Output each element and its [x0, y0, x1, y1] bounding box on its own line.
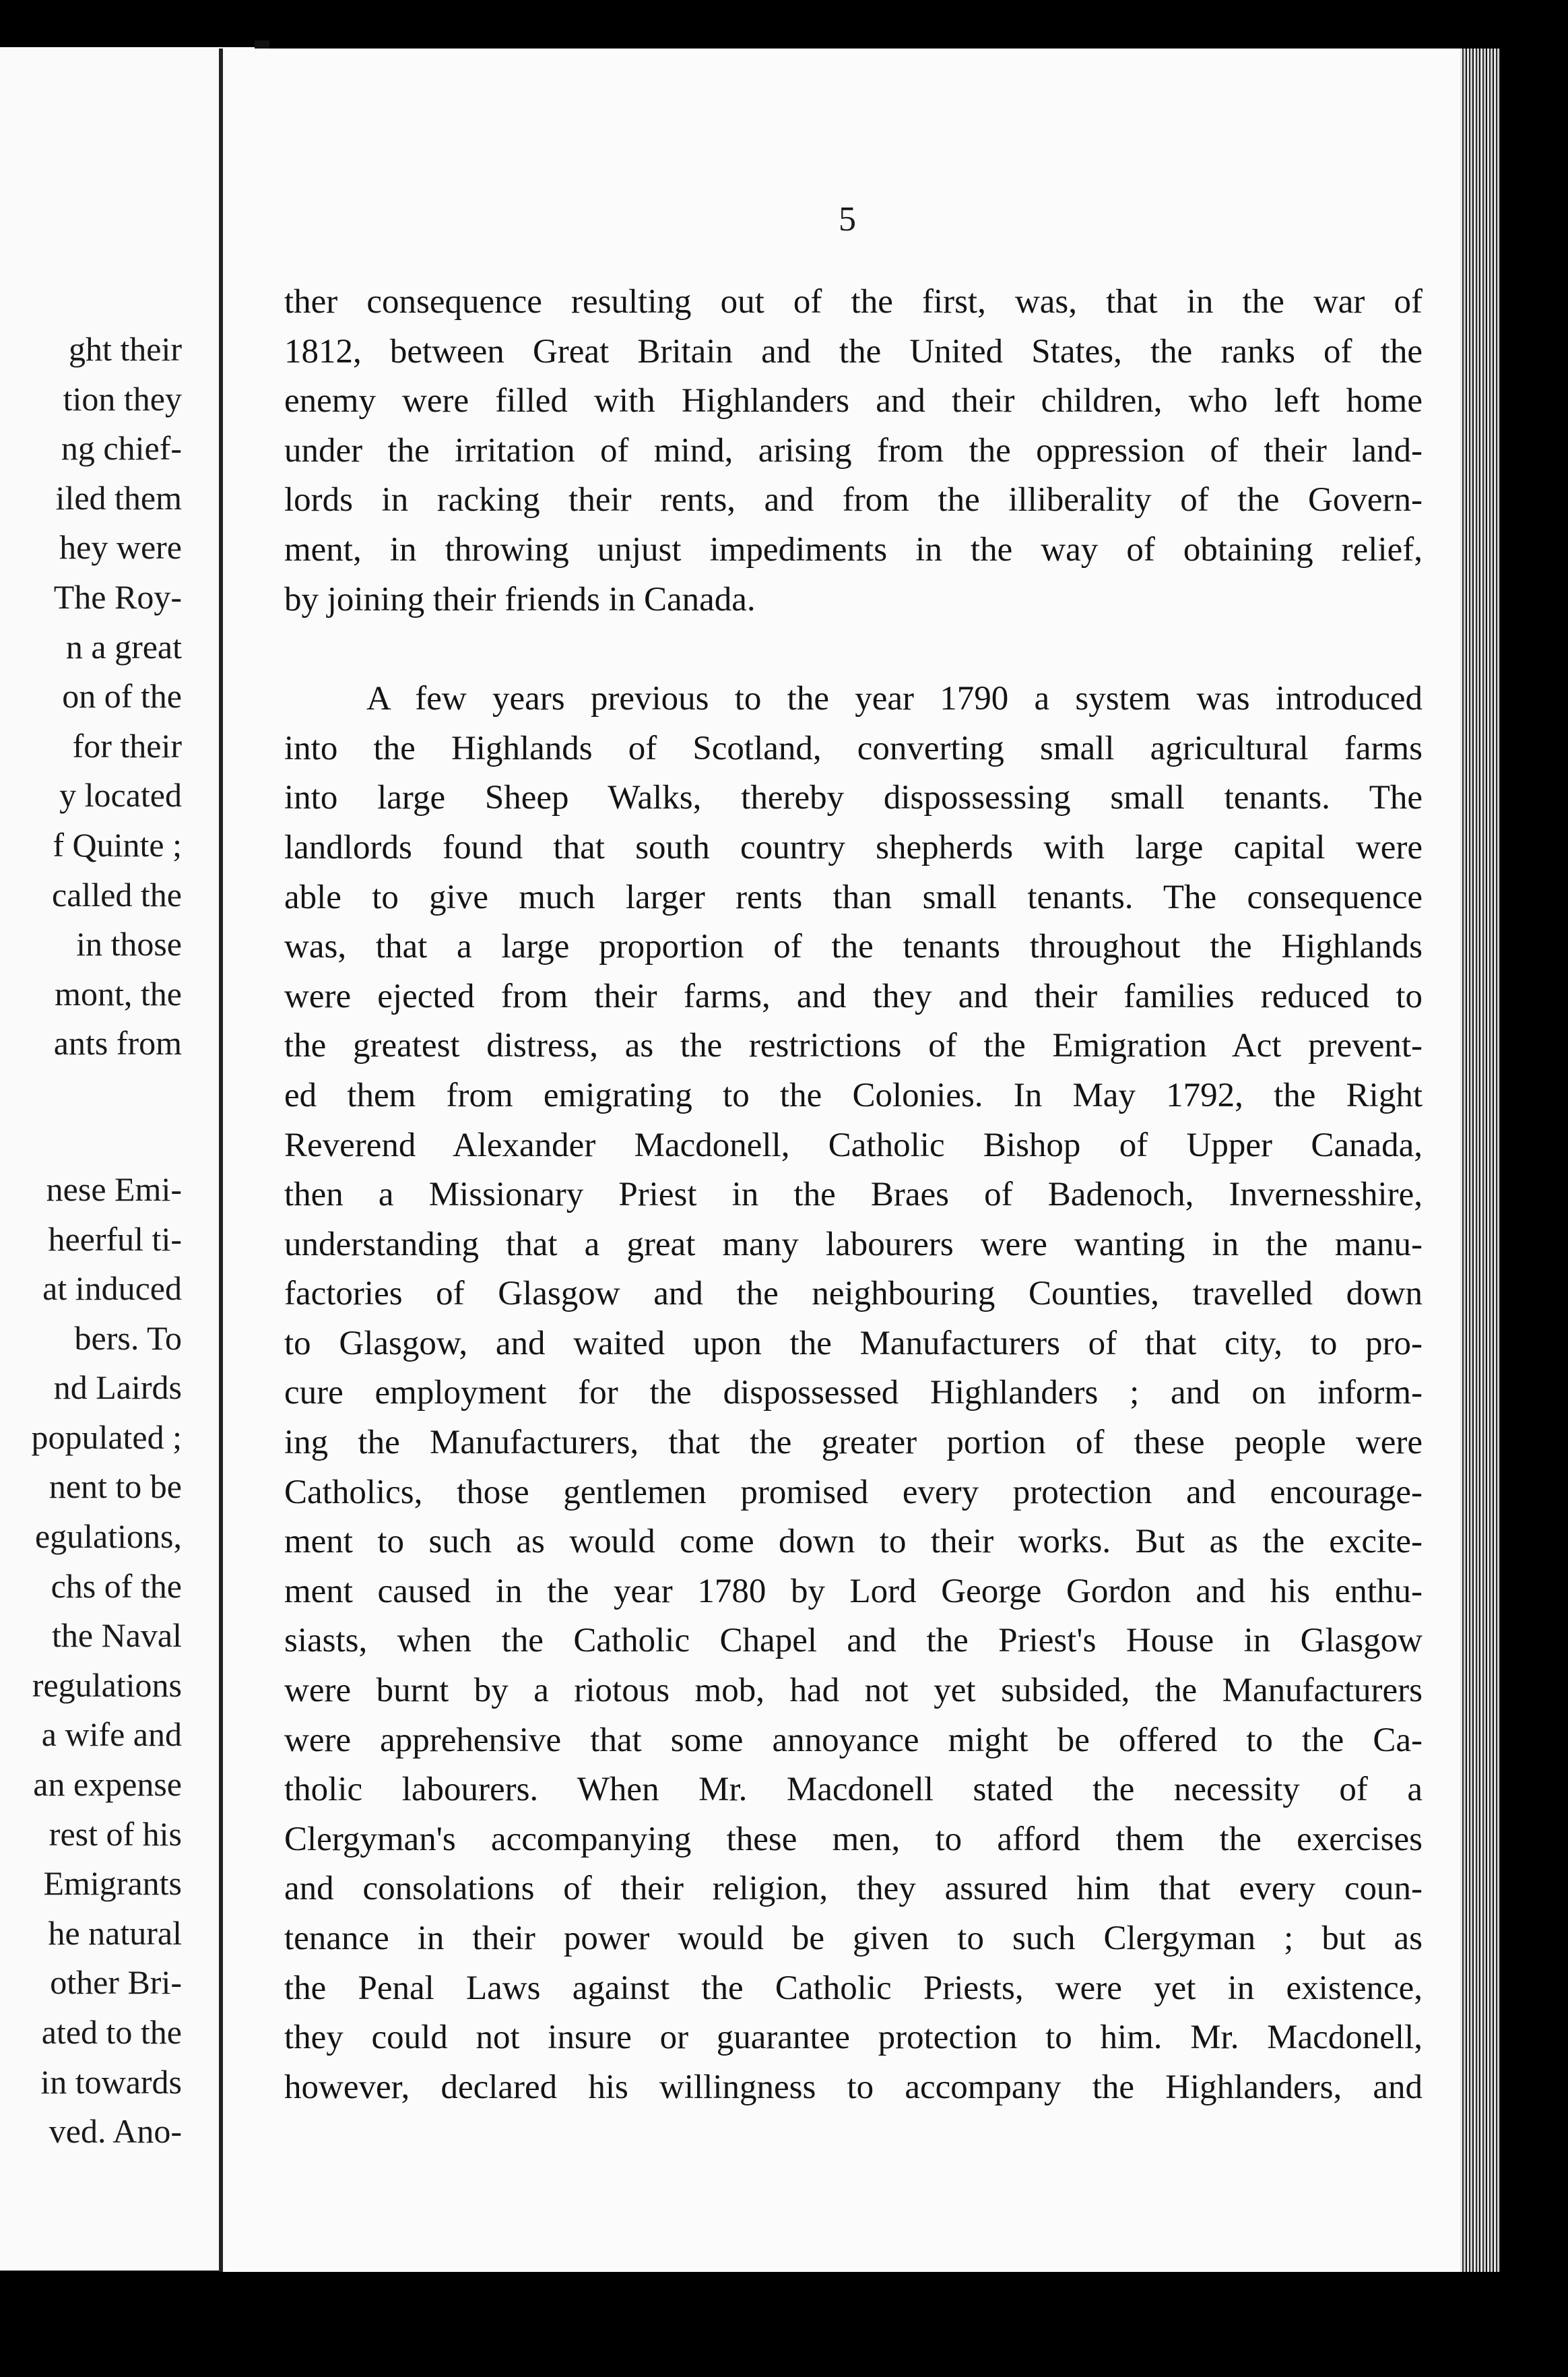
text-line: enemy were filled with Highlanders and their children, who left home — [284, 382, 1423, 420]
left-fragment: egulations, — [34, 1517, 182, 1556]
right-page-body-text — [284, 278, 1423, 2112]
text-line: into large Sheep Walks, thereby dispossessing small tenants. The — [284, 779, 1423, 817]
left-fragment: a wife and — [41, 1715, 182, 1754]
left-fragment: f Quinte ; — [53, 825, 182, 864]
left-fragment: populated ; — [31, 1418, 182, 1456]
left-fragment: n a great — [65, 627, 182, 666]
text-line: Catholics, those gentlemen promised every protection and encourage- — [284, 1473, 1423, 1511]
left-fragment: nese Emi- — [46, 1170, 182, 1208]
text-line: were burnt by a riotous mob, had not yet subsided, the Manufacturers — [284, 1672, 1423, 1710]
left-fragment: mont, the — [55, 974, 182, 1013]
left-fragment: for their — [72, 726, 182, 765]
left-fragment: ght their — [68, 330, 182, 368]
text-line: however, declared his willingness to accompany the Highlanders, and — [284, 2068, 1423, 2106]
left-fragment: nent to be — [48, 1467, 182, 1506]
text-line: ment, in throwing unjust impediments in the way of obtaining relief, — [284, 530, 1423, 569]
text-line: were ejected from their farms, and they and their families reduced to — [284, 977, 1423, 1015]
left-fragment: called the — [52, 875, 182, 914]
text-line: A few years previous to the year 1790 a system was introduced — [366, 680, 1423, 718]
page-stack-edge — [1460, 49, 1501, 2272]
left-fragment: tion they — [63, 379, 182, 418]
text-line: ment caused in the year 1780 by Lord George Gordon and his enthu- — [284, 1572, 1423, 1610]
paragraph-gap — [284, 625, 1423, 674]
paragraph-1 — [284, 278, 1423, 625]
left-fragment: an expense — [33, 1765, 182, 1804]
text-line: to Glasgow, and waited upon the Manufacturers of that city, to pro- — [284, 1324, 1423, 1362]
text-line: tenance in their power would be given to such Clergyman ; but as — [284, 1920, 1423, 1957]
text-line: was, that a large proportion of the tenants throughout the Highlands — [284, 928, 1423, 966]
left-fragment: he natural — [48, 1913, 182, 1952]
left-fragment: hey were — [59, 528, 182, 567]
text-line: and consolations of their religion, they assured him that every coun- — [284, 1870, 1423, 1908]
paragraph-2 — [284, 674, 1423, 2112]
text-line: tholic labourers. When Mr. Macdonell stated the necessity of a — [284, 1771, 1423, 1809]
left-fragment: ated to the — [41, 2013, 182, 2051]
text-line: lords in racking their rents, and from the illiberality of the Govern- — [284, 481, 1423, 519]
text-line: then a Missionary Priest in the Braes of Badenoch, Invernesshire, — [284, 1176, 1423, 1214]
text-line: ing the Manufacturers, that the greater portion of these people were — [284, 1424, 1423, 1462]
text-line: siasts, when the Catholic Chapel and the Priest's House in Glasgow — [284, 1622, 1423, 1660]
left-fragment: on of the — [62, 677, 182, 716]
text-line: Clergyman's accompanying these men, to afford them the exercises — [284, 1820, 1423, 1858]
text-line: Reverend Alexander Macdonell, Catholic Bishop of Upper Canada, — [284, 1126, 1423, 1164]
text-line: cure employment for the dispossessed Highlanders ; and on inform- — [284, 1374, 1423, 1412]
left-fragment: ants from — [53, 1024, 182, 1063]
left-page — [0, 47, 256, 2271]
text-line: the greatest distress, as the restrictions of the Emigration Act prevent- — [284, 1027, 1423, 1065]
left-fragment: heerful ti- — [48, 1219, 182, 1258]
text-line: were apprehensive that some annoyance might be offered to the Ca- — [284, 1721, 1423, 1759]
text-line: the Penal Laws against the Catholic Priests, were yet in existence, — [284, 1969, 1423, 2007]
scan-border-right — [1501, 0, 1568, 2377]
left-paragraph-gap — [0, 1069, 182, 1165]
left-fragment: ved. Ano- — [48, 2112, 182, 2151]
text-line: ther consequence resulting out of the first, was, that in the war of — [284, 283, 1423, 321]
text-line: they could not insure or guarantee protection to him. Mr. Macdonell, — [284, 2019, 1423, 2057]
text-line: ment to such as would come down to their works. But as the excite- — [284, 1523, 1423, 1561]
text-line: ed them from emigrating to the Colonies. In May 1792, the Right — [284, 1076, 1423, 1114]
left-fragment: in towards — [40, 2062, 182, 2101]
text-line: by joining their friends in Canada. — [284, 580, 756, 619]
text-line: factories of Glasgow and the neighbouring Counties, travelled down — [284, 1275, 1423, 1313]
page-number: 5 — [839, 200, 856, 239]
left-fragment: iled them — [55, 478, 182, 517]
left-fragment: rest of his — [48, 1814, 182, 1853]
text-line: landlords found that south country shepherds with large capital were — [284, 828, 1423, 866]
text-line: into the Highlands of Scotland, converting small agricultural farms — [284, 729, 1423, 767]
text-line: 1812, between Great Britain and the United States, the ranks of the — [284, 332, 1423, 371]
left-fragment: the Naval — [52, 1616, 182, 1655]
left-fragment: ng chief- — [61, 429, 182, 468]
left-fragment: regulations — [32, 1666, 182, 1704]
left-fragment: bers. To — [74, 1319, 182, 1357]
text-line: under the irritation of mind, arising from the oppression of their land- — [284, 431, 1423, 470]
left-fragment: in those — [76, 925, 182, 963]
left-fragment: chs of the — [51, 1566, 182, 1605]
text-line: able to give much larger rents than small tenants. The consequence — [284, 878, 1423, 916]
left-fragment: nd Lairds — [53, 1368, 182, 1407]
left-page-text-fragments — [0, 325, 182, 2157]
left-fragment: The Roy- — [53, 577, 182, 616]
scan-border-bottom — [0, 2272, 1568, 2377]
left-fragment: at induced — [42, 1269, 182, 1308]
left-fragment: Emigrants — [43, 1864, 182, 1903]
left-fragment: y located — [59, 776, 182, 815]
text-line: understanding that a great many labourers were wanting in the manu- — [284, 1225, 1423, 1263]
left-fragment: other Bri- — [50, 1963, 182, 2002]
